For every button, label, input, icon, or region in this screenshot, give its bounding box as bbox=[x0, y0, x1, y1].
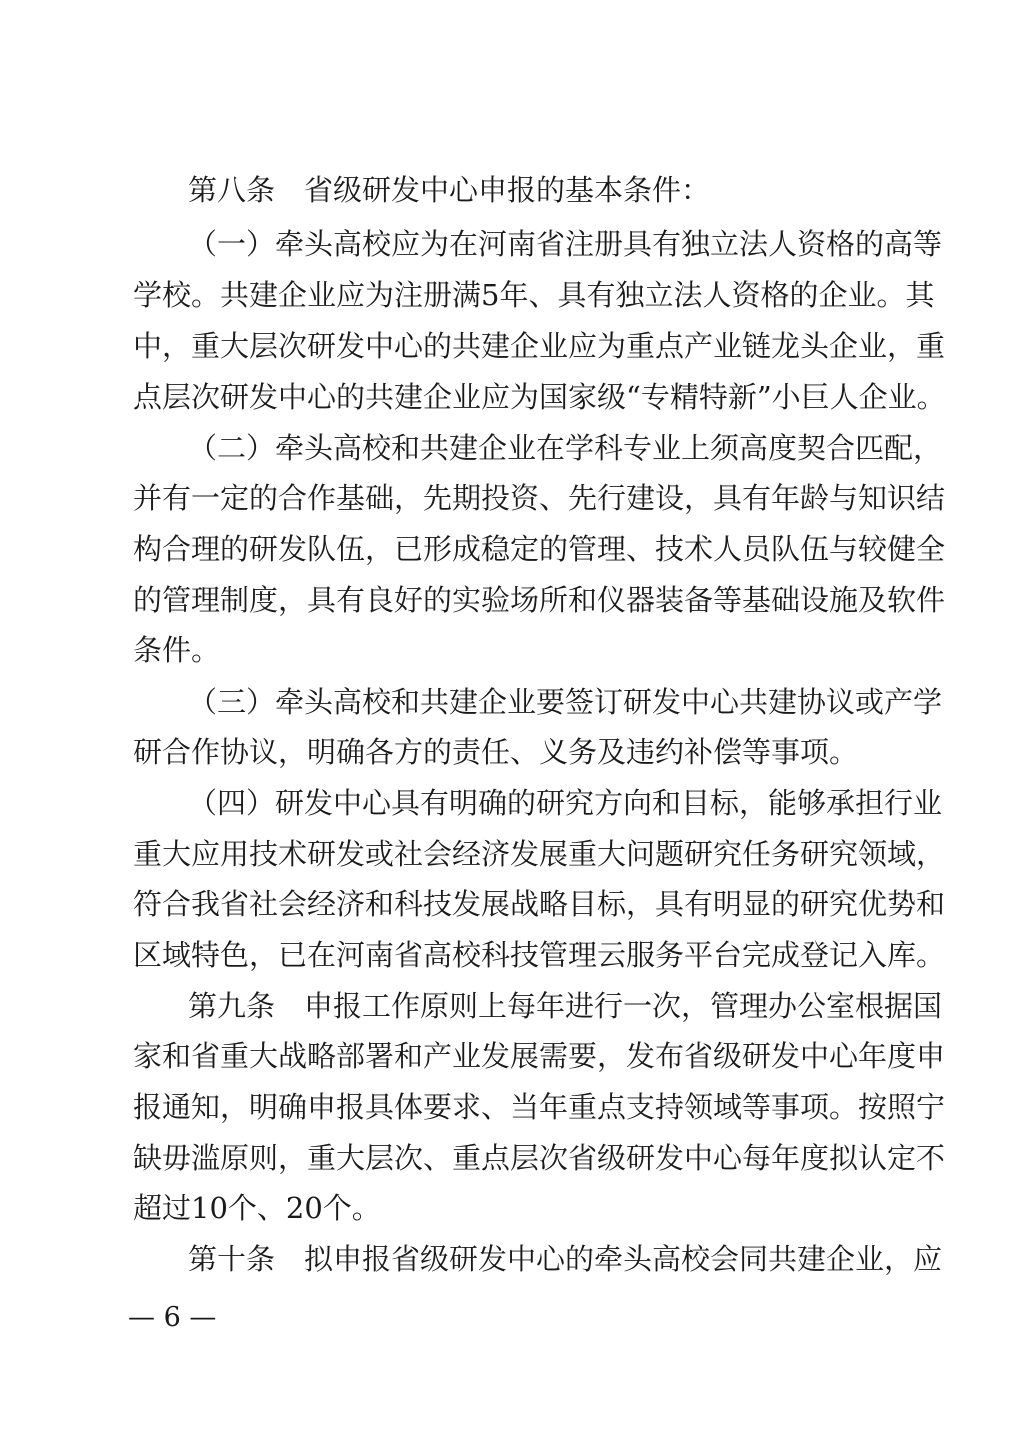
paragraph-line: （二）牵头高校和共建企业在学科专业上须高度契合匹配， bbox=[188, 431, 943, 465]
paragraph-line: 构合理的研发队伍，已形成稳定的管理、技术人员队伍与较健全 bbox=[133, 532, 946, 566]
text-line bbox=[0, 377, 1024, 417]
text-line bbox=[0, 478, 1024, 518]
text-line bbox=[0, 1138, 1024, 1178]
text-line bbox=[0, 580, 1024, 620]
text-line bbox=[0, 428, 1024, 468]
text-line bbox=[0, 732, 1024, 772]
text-line bbox=[0, 783, 1024, 823]
paragraph-line: 学校。共建企业应为注册满5年、具有独立法人资格的企业。其 bbox=[133, 278, 935, 312]
paragraph-line: 研合作协议，明确各方的责任、义务及违约补偿等事项。 bbox=[133, 735, 859, 769]
text-line bbox=[0, 834, 1024, 874]
text-line bbox=[0, 986, 1024, 1026]
paragraph-line: （三）牵头高校和共建企业要签订研发中心共建协议或产学 bbox=[188, 685, 943, 719]
paragraph-line: 报通知，明确申报具体要求、当年重点支持领域等事项。按照宁 bbox=[133, 1090, 946, 1124]
text-line bbox=[0, 682, 1024, 722]
text-line bbox=[0, 326, 1024, 366]
text-line bbox=[0, 630, 1024, 670]
article-9-line: 第九条 申报工作原则上每年进行一次，管理办公室根据国 bbox=[188, 989, 943, 1023]
paragraph-line: 点层次研发中心的共建企业应为国家级“专精特新”小巨人企业。 bbox=[133, 380, 946, 414]
text-line bbox=[0, 1087, 1024, 1127]
paragraph-line: 的管理制度，具有良好的实验场所和仪器装备等基础设施及软件 bbox=[133, 583, 946, 617]
paragraph-line: （一）牵头高校应为在河南省注册具有独立法人资格的高等 bbox=[188, 227, 943, 261]
paragraph-line: 符合我省社会经济和科技发展战略目标，具有明显的研究优势和 bbox=[133, 887, 946, 921]
paragraph-line: 中，重大层次研发中心的共建企业应为重点产业链龙头企业，重 bbox=[133, 329, 946, 363]
paragraph-line: 超过10个、20个。 bbox=[133, 1191, 381, 1225]
text-line bbox=[0, 275, 1024, 315]
article-8-heading: 第八条 省级研发中心申报的基本条件： bbox=[188, 173, 711, 207]
paragraph-line: 家和省重大战略部署和产业发展需要，发布省级研发中心年度申 bbox=[133, 1039, 946, 1073]
text-line bbox=[0, 1036, 1024, 1076]
text-line bbox=[0, 170, 1024, 210]
text-line bbox=[0, 529, 1024, 569]
page-number: — 6 — bbox=[128, 1302, 217, 1333]
text-line bbox=[0, 884, 1024, 924]
paragraph-line: （四）研发中心具有明确的研究方向和目标，能够承担行业 bbox=[188, 786, 943, 820]
text-line bbox=[0, 935, 1024, 975]
paragraph-line: 条件。 bbox=[133, 633, 221, 667]
text-line bbox=[0, 1239, 1024, 1279]
text-line bbox=[0, 224, 1024, 264]
paragraph-line: 并有一定的合作基础，先期投资、先行建设，具有年龄与知识结 bbox=[133, 481, 946, 515]
paragraph-line: 区域特色，已在河南省高校科技管理云服务平台完成登记入库。 bbox=[133, 938, 946, 972]
text-line bbox=[0, 1188, 1024, 1228]
article-10-line: 第十条 拟申报省级研发中心的牵头高校会同共建企业，应 bbox=[188, 1242, 943, 1276]
paragraph-line: 缺毋滥原则，重大层次、重点层次省级研发中心每年度拟认定不 bbox=[133, 1141, 946, 1175]
paragraph-line: 重大应用技术研发或社会经济发展重大问题研究任务研究领域， bbox=[133, 837, 946, 871]
